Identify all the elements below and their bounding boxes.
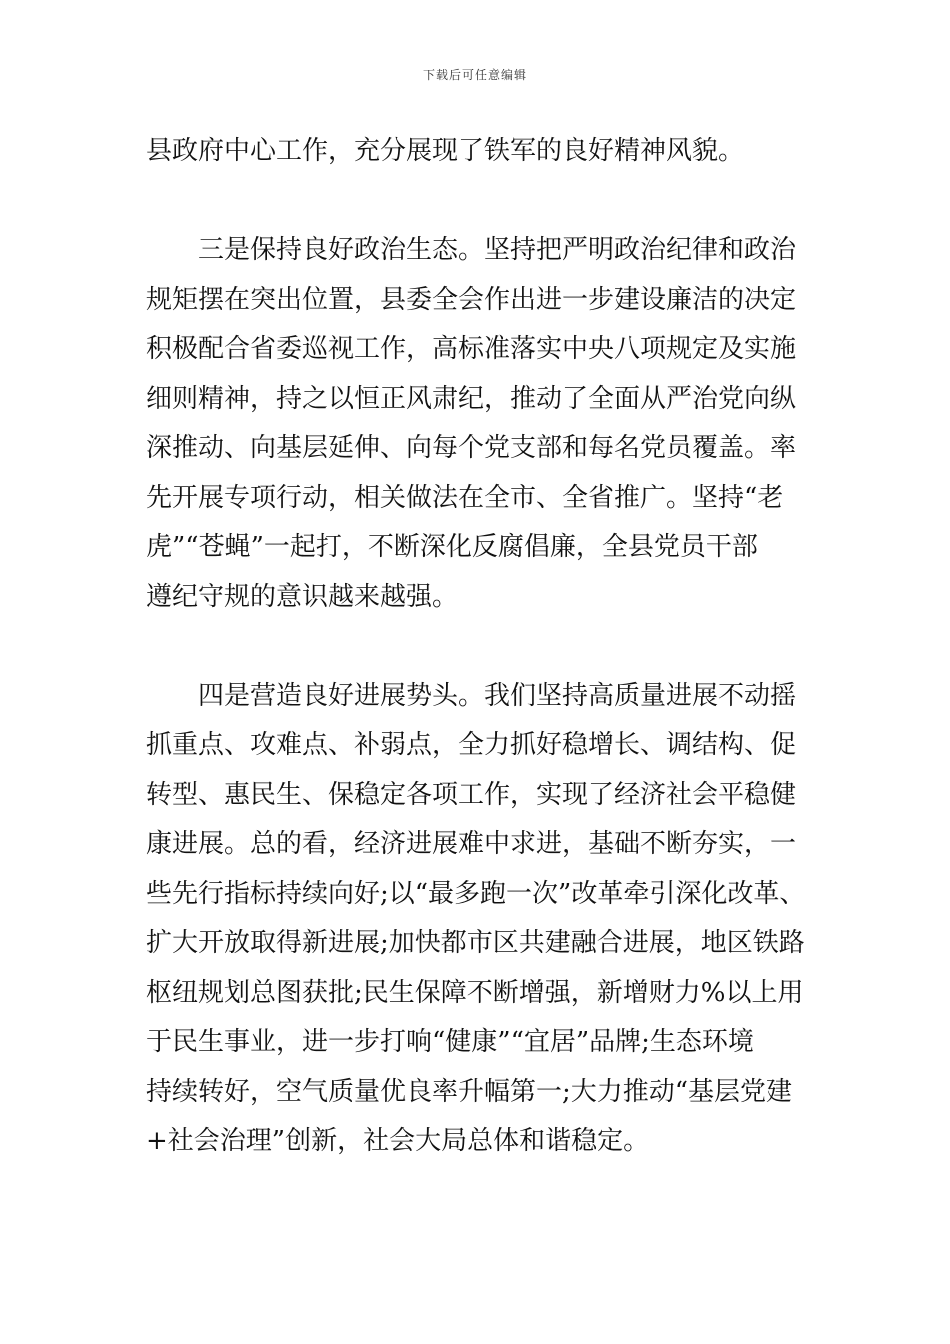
paragraph-gap [146,177,826,227]
text-line: 四是营造良好进展势头。我们坚持高质量进展不动摇 [198,680,797,711]
text-line: 细则精神，持之以恒正风肃纪，推动了全面从严治党向纵 [146,383,797,414]
text-line: 深推动、向基层延伸、向每个党支部和每名党员覆盖。率 [146,433,797,463]
text-line: 康进展。总的看，经济进展难中求进，基础不断夯实，一 [146,829,797,859]
page-header: 下载后可任意编辑 [422,68,527,82]
text-line: 扩大开放取得新进展;加快都市区共建融合进展，地区铁路 [146,928,805,958]
text-line: 虎”“苍蝇”一起打，不断深化反腐倡廉，全县党员干部 [146,532,758,562]
text-line: 抓重点、攻难点、补弱点，全力抓好稳增长、调结构、促 [146,730,797,760]
text-line: 规矩摆在突出位置，县委全会作出进一步建设廉洁的决定 [146,284,797,315]
document-body [146,127,826,1167]
paragraph-gap [146,622,826,672]
paragraph-1 [146,127,826,177]
paragraph-2 [146,226,826,622]
text-line: 先开展专项行动，相关做法在全市、全省推广。坚持“老 [146,482,784,513]
paragraph-3 [146,672,826,1167]
text-line: 县政府中心工作，充分展现了铁军的良好精神风貌。 [146,136,745,166]
text-line: 枢纽规划总图获批;民生保障不断增强，新增财力%以上用 [146,977,804,1008]
text-line: 遵纪守规的意识越来越强。 [146,581,459,612]
text-line: 些先行指标持续向好;以“最多跑一次”改革牵引深化改革、 [146,878,806,909]
text-line: 持续转好，空气质量优良率升幅第一;大力推动“基层党建 [146,1076,793,1107]
text-line: 积极配合省委巡视工作，高标准落实中央八项规定及实施 [146,334,797,364]
text-line: 三是保持良好政治生态。坚持把严明政治纪律和政治 [198,235,797,265]
text-line: 于民生事业，进一步打响“健康”“宜居”品牌;生态环境 [146,1027,754,1057]
text-line: +社会治理”创新，社会大局总体和谐稳定。 [146,1126,650,1156]
text-line: 转型、惠民生、保稳定各项工作，实现了经济社会平稳健 [146,779,797,810]
